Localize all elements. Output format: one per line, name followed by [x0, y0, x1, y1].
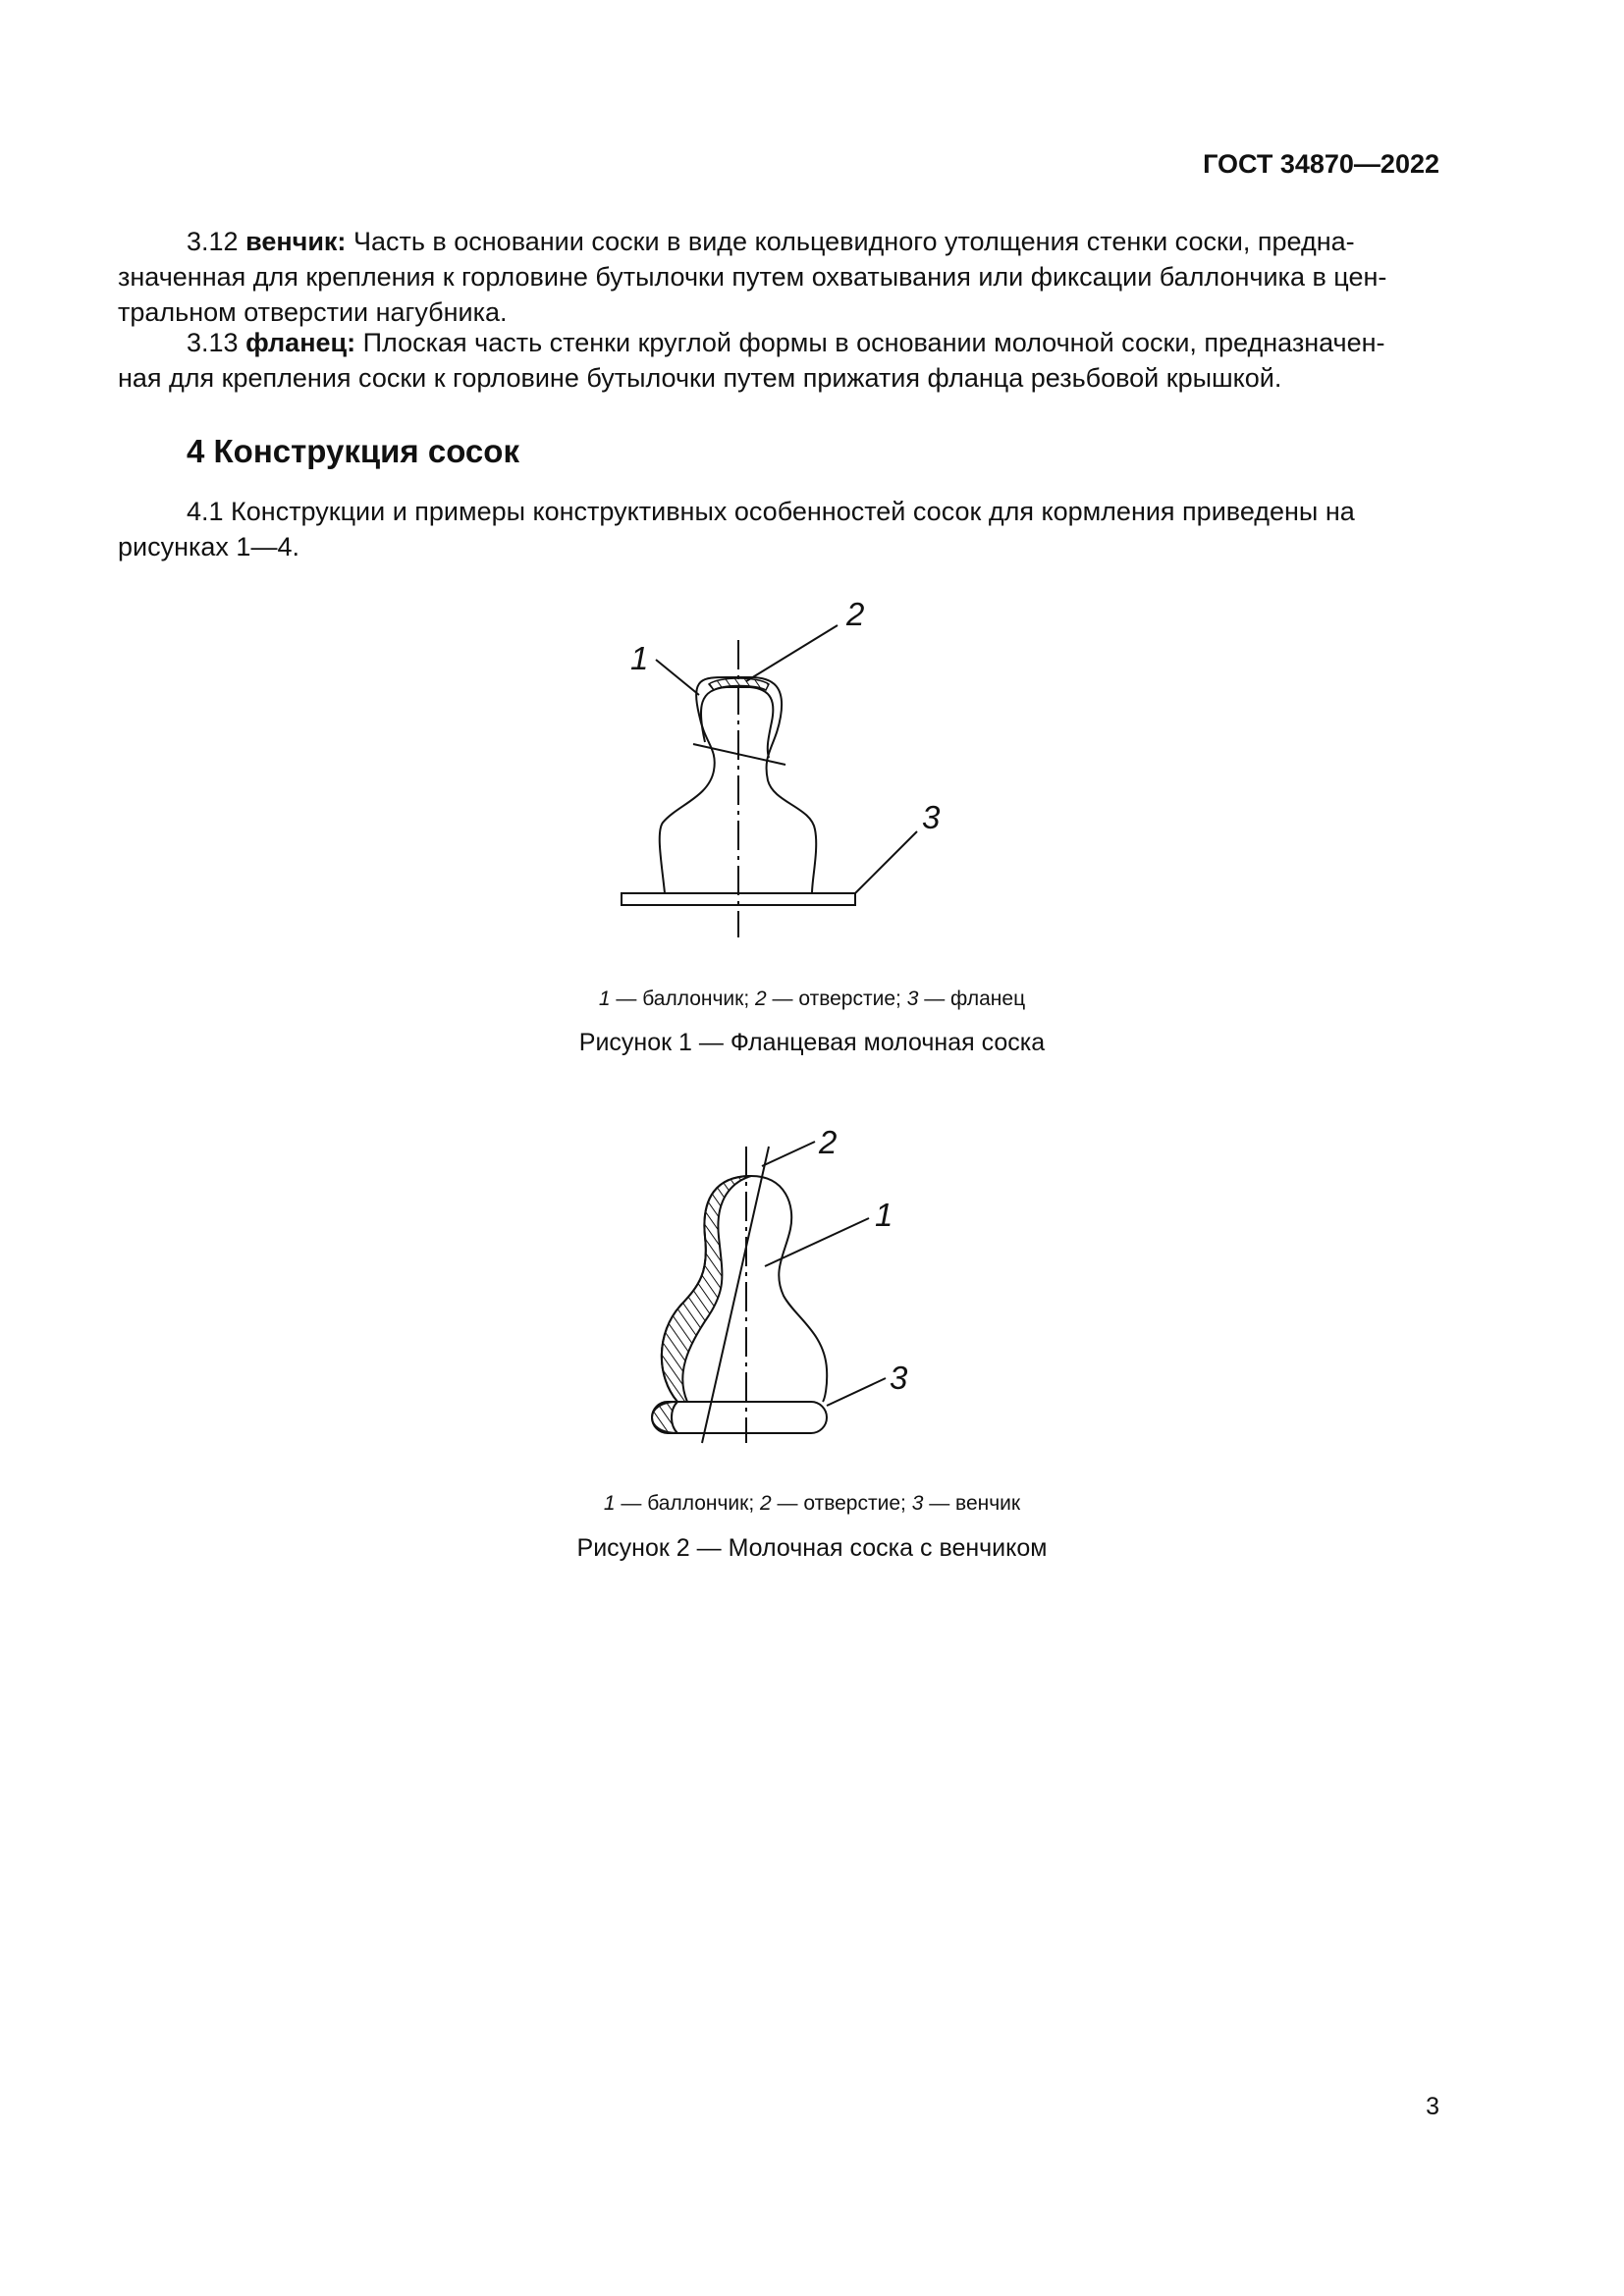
legend-number: 3: [911, 1492, 924, 1515]
term: фланец:: [245, 328, 356, 357]
page-number: 3: [1426, 2093, 1439, 2120]
legend-text: — отверстие;: [771, 1492, 912, 1515]
legend-number: 2: [760, 1492, 772, 1515]
leader-3: [827, 1378, 886, 1406]
text-line: тральном отверстии нагубника.: [118, 297, 508, 327]
text-line: 4.1 Конструкции и примеры конструктивных особенностей сосок для кормления приведены на: [187, 497, 1355, 526]
figure2-label-1: 1: [875, 1197, 893, 1233]
figure1-legend: [0, 988, 1624, 1011]
legend-text: — отверстие;: [766, 988, 907, 1010]
figure2-label-3: 3: [890, 1360, 908, 1396]
figure-1-nipple: [622, 625, 917, 937]
legend-number: 1: [598, 988, 611, 1010]
text-line: рисунках 1—4.: [118, 532, 299, 561]
legend-number: 1: [603, 1492, 616, 1515]
figure1-label-3: 3: [922, 799, 941, 835]
leader-2: [746, 625, 838, 681]
term: венчик:: [245, 227, 347, 256]
legend-number: 2: [755, 988, 767, 1010]
leader-1: [765, 1218, 869, 1266]
ring-shape: [652, 1402, 827, 1433]
legend-text: — баллончик;: [610, 988, 756, 1010]
nipple-outline: [662, 1176, 827, 1402]
legend-number: 3: [906, 988, 919, 1010]
text-line: ная для крепления соски к горловине бутылочки путем прижатия фланца резьбовой крышкой.: [118, 363, 1282, 393]
figure1-label-2: 2: [846, 596, 865, 632]
figure1-label-1: 1: [630, 640, 649, 676]
figure2-label-2: 2: [819, 1124, 838, 1160]
text-line: значенная для крепления к горловине бутылочки путем охватывания или фиксации баллончика в цен-: [118, 262, 1387, 292]
figure-2-nipple: [652, 1142, 886, 1443]
clause-number: 3.13: [187, 328, 239, 357]
figure2-legend: [0, 1492, 1624, 1516]
document-header: ГОСТ 34870—2022: [1203, 149, 1439, 179]
text-line: Плоская часть стенки круглой формы в основании молочной соски, предназначен-: [362, 328, 1385, 357]
text-line: Часть в основании соски в виде кольцевидного утолщения стенки соски, предна-: [352, 227, 1355, 256]
leader-3: [855, 831, 917, 893]
legend-text: — баллончик;: [615, 1492, 761, 1515]
figure2-caption: Рисунок 2 — Молочная соска с венчиком: [576, 1534, 1048, 1562]
leader-1: [656, 660, 699, 695]
legend-text: — венчик: [923, 1492, 1021, 1515]
figure1-caption: Рисунок 1 — Фланцевая молочная соска: [578, 1029, 1046, 1056]
leader-2: [762, 1142, 815, 1166]
clause-number: 3.12: [187, 227, 239, 256]
section-heading: 4 Конструкция сосок: [187, 433, 519, 469]
legend-text: — фланец: [918, 988, 1026, 1010]
